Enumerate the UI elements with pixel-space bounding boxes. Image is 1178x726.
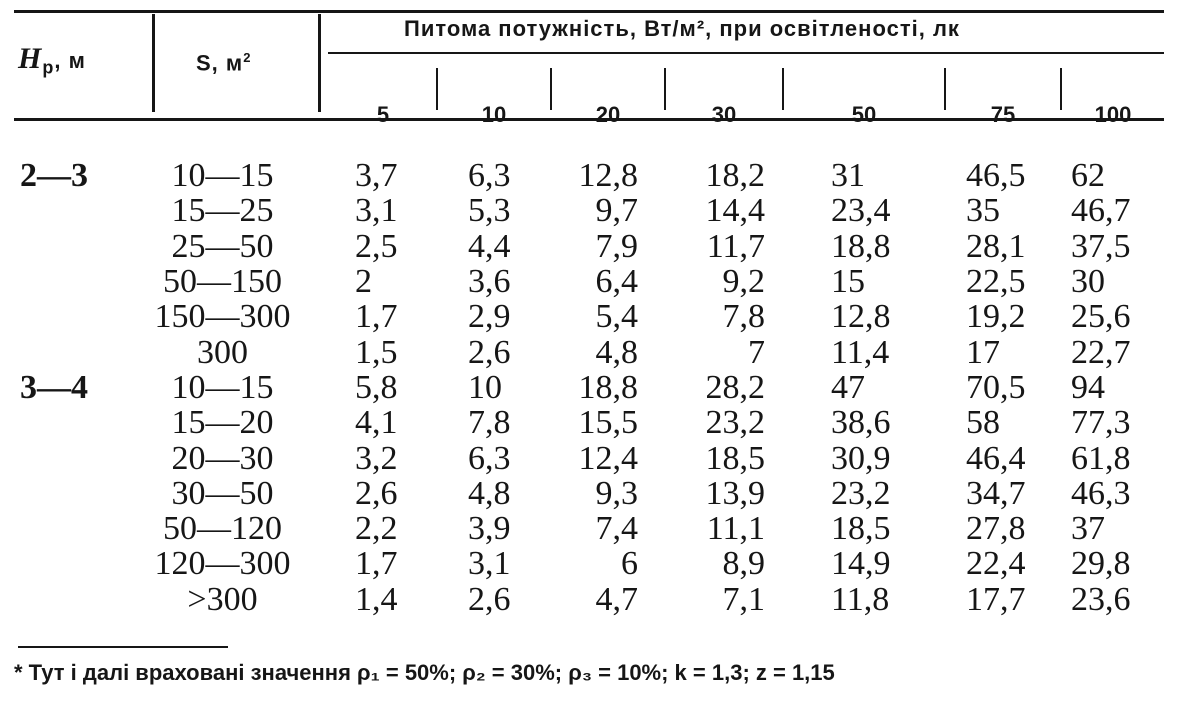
table-row [0,229,1178,264]
power-value-cell: 3,7 [355,157,398,195]
power-value-cell: 2,6 [355,474,398,512]
power-value-cell: 11,1 [706,510,765,548]
power-header: Питома потужність, Вт/м², при освітленості, лк [404,16,960,41]
power-value-cell: 19,2 [966,298,1026,336]
table-row [0,193,1178,228]
power-value-cell: 30 [1071,263,1105,301]
illuminance-header: 30 [711,102,737,127]
table-top-rule [14,10,1164,13]
power-value-cell: 17,7 [966,580,1026,618]
table-row [0,158,1178,193]
power-value-cell: 11,7 [706,227,765,265]
power-value-cell: 35 [966,192,1000,230]
power-value-cell: 2,5 [355,227,398,265]
power-value-cell: 7,9 [595,227,638,265]
power-value-cell: 18,8 [578,368,638,406]
power-value-cell: 18,2 [705,157,765,195]
table-row [0,440,1178,475]
power-value-cell: 7,1 [722,580,765,618]
height-range-cell [0,405,120,440]
illuminance-header: 50 [851,102,877,127]
area-range-cell: 50—150 [163,263,282,301]
power-value-cell: 28,2 [705,368,765,406]
power-value-cell: 6,3 [468,439,511,477]
area-range-cell: 20—30 [171,439,274,477]
power-value-cell: 15 [831,263,865,301]
power-value-cell: 5,4 [595,298,638,336]
table-row [0,582,1178,617]
power-value-cell: 23,2 [831,474,891,512]
table-row [0,546,1178,581]
illuminance-header: 20 [595,102,621,127]
power-value-cell: 2,6 [468,580,511,618]
power-value-cell: 27,8 [966,510,1026,548]
table-row [0,299,1178,334]
power-value-cell: 37 [1071,510,1105,548]
area-range-cell: 50—120 [163,510,282,548]
power-value-cell: 46,3 [1071,474,1131,512]
power-value-cell: 15,5 [578,404,638,442]
power-value-cell: 22,4 [966,545,1026,583]
power-value-cell: 62 [1071,157,1105,195]
power-value-cell: 31 [831,157,865,195]
height-range-cell [0,193,120,228]
header-mid-rule [328,52,1164,54]
power-value-cell: 22,7 [1071,333,1131,371]
height-range-cell [0,511,120,546]
power-value-cell: 17 [966,333,1000,371]
power-value-cell: 18,5 [831,510,891,548]
height-range-cell [0,582,120,617]
table-row [0,476,1178,511]
power-value-cell: 6,3 [468,157,511,195]
power-value-cell: 1,5 [355,333,398,371]
power-value-cell: 38,6 [831,404,891,442]
height-range-cell [0,440,120,475]
height-range-cell: 3—4 [20,368,88,406]
power-value-cell: 11,4 [831,333,890,371]
power-value-cell: 14,9 [831,545,891,583]
power-value-cell: 22,5 [966,263,1026,301]
power-value-cell: 7 [748,333,765,371]
power-value-cell: 70,5 [966,368,1026,406]
height-range-cell [0,264,120,299]
area-range-cell: 10—15 [171,157,274,195]
power-value-cell: 18,5 [705,439,765,477]
power-value-cell: 7,8 [722,298,765,336]
table-row [0,264,1178,299]
power-value-cell: 11,8 [831,580,890,618]
power-value-cell: 4,4 [468,227,511,265]
area-header: S, $м^2$ [196,50,252,76]
table-row [0,511,1178,546]
area-range-cell: 15—20 [171,404,274,442]
power-value-cell: 34,7 [966,474,1026,512]
area-range-cell: 10—15 [171,368,274,406]
power-value-cell: 77,3 [1071,404,1131,442]
power-value-cell: 3,1 [355,192,398,230]
height-range-cell [0,334,120,369]
height-range-cell: 2—3 [20,157,88,195]
power-value-cell: 12,8 [578,157,638,195]
power-value-cell: 1,7 [355,545,398,583]
power-value-cell: 2,2 [355,510,398,548]
power-value-cell: 5,3 [468,192,511,230]
power-value-cell: 29,8 [1071,545,1131,583]
power-value-cell: 12,8 [831,298,891,336]
power-value-cell: 9,2 [722,263,765,301]
power-value-cell: 46,7 [1071,192,1131,230]
power-value-cell: 30,9 [831,439,891,477]
power-value-cell: 5,8 [355,368,398,406]
power-value-cell: 4,8 [595,333,638,371]
column-divider [318,14,321,112]
power-value-cell: 3,6 [468,263,511,301]
power-value-cell: 7,8 [468,404,511,442]
illuminance-header: 75 [990,102,1016,127]
power-value-cell: 58 [966,404,1000,442]
power-value-cell: 10 [468,368,502,406]
column-divider [152,14,155,112]
power-value-cell: 4,7 [595,580,638,618]
power-value-cell: 3,1 [468,545,511,583]
power-value-cell: 4,1 [355,404,398,442]
power-value-cell: 2 [355,263,372,301]
height-range-cell [0,299,120,334]
power-value-cell: 61,8 [1071,439,1131,477]
power-value-cell: 2,9 [468,298,511,336]
power-value-cell: 23,4 [831,192,891,230]
power-value-cell: 23,6 [1071,580,1131,618]
height-range-cell [0,229,120,264]
table-row [0,370,1178,405]
illuminance-header: 10 [481,102,507,127]
power-value-cell: 6,4 [595,263,638,301]
power-value-cell: 46,5 [966,157,1026,195]
area-range-cell: 25—50 [171,227,274,265]
footnote-rule [18,646,228,648]
power-value-cell: 13,9 [705,474,765,512]
illuminance-header: 5 [376,102,390,127]
height-range-cell [0,546,120,581]
power-value-cell: 37,5 [1071,227,1131,265]
power-value-cell: 28,1 [966,227,1026,265]
power-value-cell: 3,2 [355,439,398,477]
area-range-cell: 150—300 [154,298,291,336]
power-value-cell: 9,3 [595,474,638,512]
power-value-cell: 47 [831,368,865,406]
power-value-cell: 6 [621,545,638,583]
area-range-cell: 30—50 [171,474,274,512]
footnote: * Тут і далі враховані значення ρ₁ = 50%; ρ₂ = 30%; ρ₃ = 10%; k = 1,3; z = 1,15 [14,660,835,685]
power-value-cell: 7,4 [595,510,638,548]
power-value-cell: 12,4 [578,439,638,477]
power-value-cell: 9,7 [595,192,638,230]
table-row [0,405,1178,440]
area-range-cell: 120—300 [154,545,291,583]
power-value-cell: 4,8 [468,474,511,512]
power-value-cell: 2,6 [468,333,511,371]
power-value-cell: 8,9 [722,545,765,583]
power-value-cell: 14,4 [705,192,765,230]
power-table [0,158,1178,617]
power-value-cell: 46,4 [966,439,1026,477]
power-value-cell: 94 [1071,368,1105,406]
power-value-cell: 25,6 [1071,298,1131,336]
power-value-cell: 3,9 [468,510,511,548]
power-value-cell: 18,8 [831,227,891,265]
power-value-cell: 1,7 [355,298,398,336]
power-value-cell: 23,2 [705,404,765,442]
power-value-cell: 1,4 [355,580,398,618]
area-range-cell: 300 [197,333,248,371]
table-row [0,334,1178,369]
height-range-cell [0,476,120,511]
area-range-cell: >300 [187,580,258,618]
height-header: $H_p$, м [18,42,86,78]
area-range-cell: 15—25 [171,192,274,230]
illuminance-header: 100 [1094,102,1132,127]
